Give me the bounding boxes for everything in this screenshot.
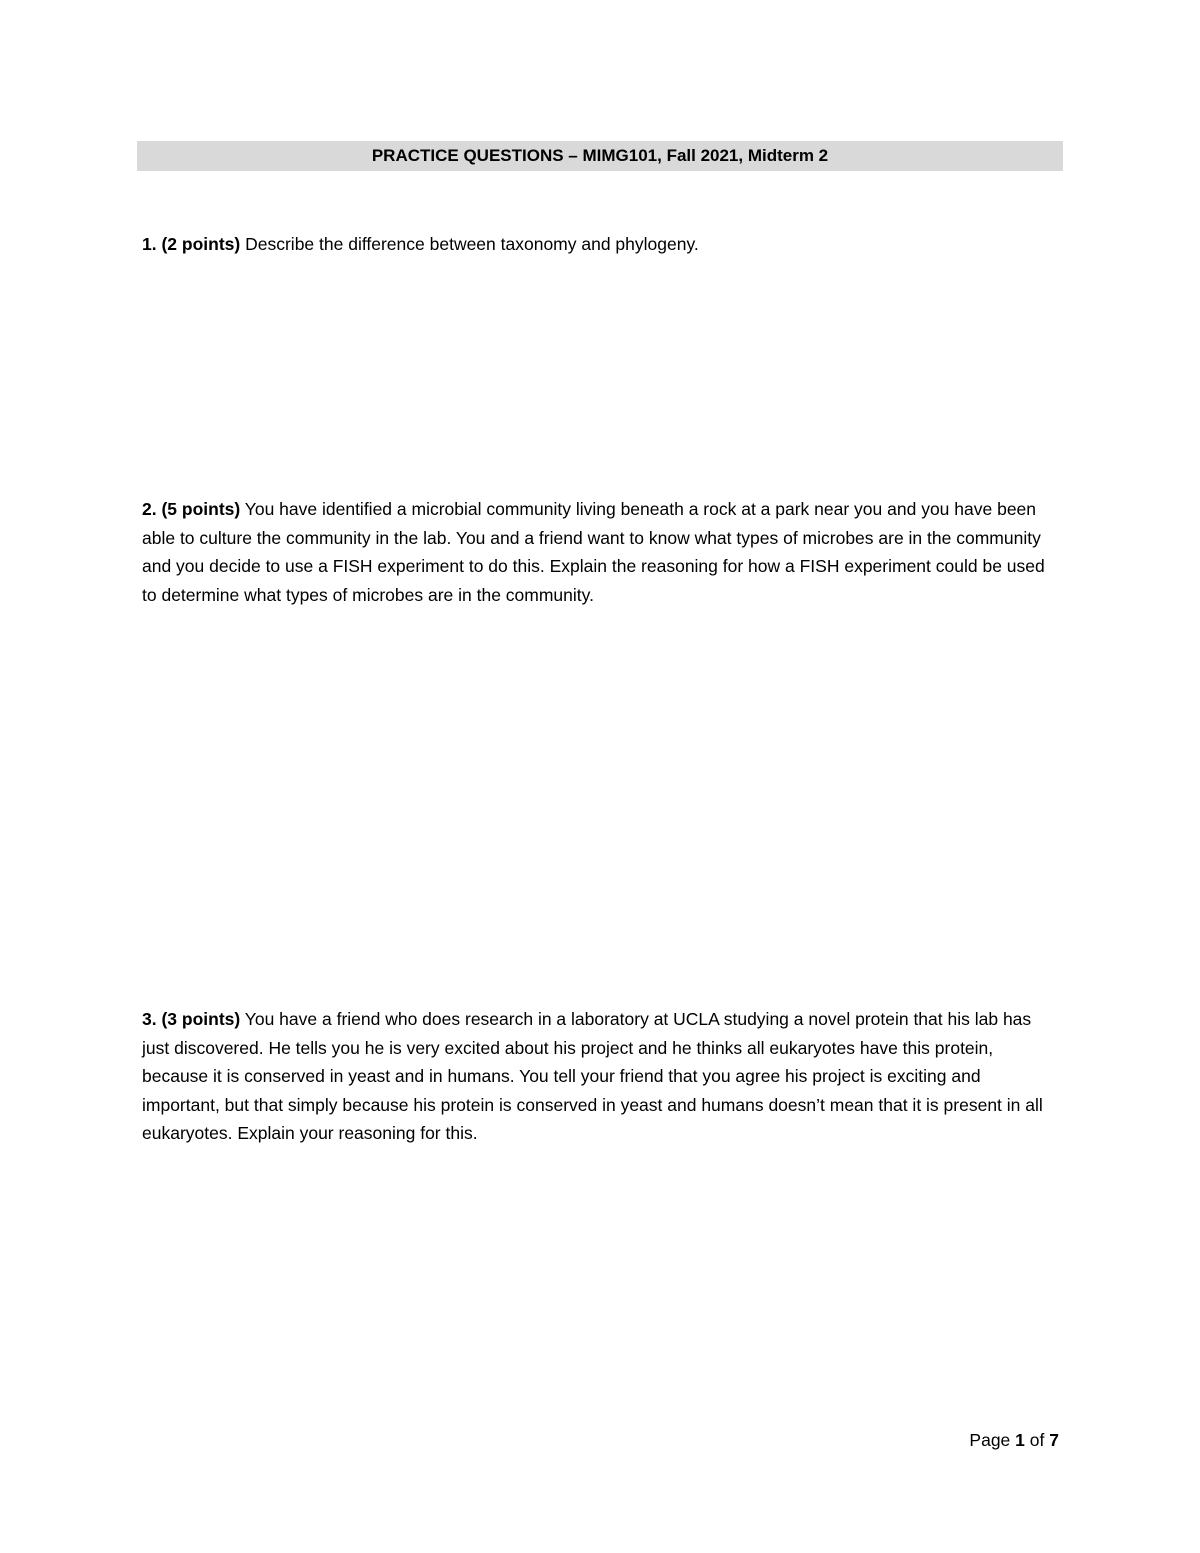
question-number: 2.: [142, 499, 157, 519]
question-text: You have a friend who does research in a laboratory at UCLA studying a novel protein that his lab has just discovered. He tells you he is very excited about his project and he thinks all eukaryotes have this protein, because it is conserved in yeast and in humans. You tell your friend that you agree his project is exciting and important, but that simply because his protein is conserved in yeast and humans doesn’t mean that it is present in all eukaryotes. Explain your reasoning for this.: [142, 1009, 1043, 1143]
question-points: (5 points): [161, 499, 241, 519]
of-label: of: [1029, 1430, 1045, 1450]
question-text: Describe the difference between taxonomy and phylogeny.: [245, 234, 699, 254]
page-footer: [969, 1430, 1059, 1451]
question-number: 1.: [142, 234, 157, 254]
question-points: (2 points): [161, 234, 241, 254]
question-number: 3.: [142, 1009, 157, 1029]
question-3: [142, 1005, 1062, 1148]
question-points: (3 points): [161, 1009, 241, 1029]
question-2: [142, 495, 1062, 609]
page-label: Page: [969, 1430, 1011, 1450]
current-page-number: 1: [1015, 1430, 1025, 1450]
question-1: [142, 230, 1062, 259]
page-title-bar: [137, 141, 1063, 171]
page-title: PRACTICE QUESTIONS – MIMG101, Fall 2021, Midterm 2: [371, 146, 829, 165]
total-pages-number: 7: [1049, 1430, 1059, 1450]
question-text: You have identified a microbial community living beneath a rock at a park near you and you have been able to culture the community in the lab. You and a friend want to know what types of microbes are in the community and you decide to use a FISH experiment to do this. Explain the reasoning for how a FISH experiment could be used to determine what types of microbes are in the community.: [142, 499, 1045, 605]
